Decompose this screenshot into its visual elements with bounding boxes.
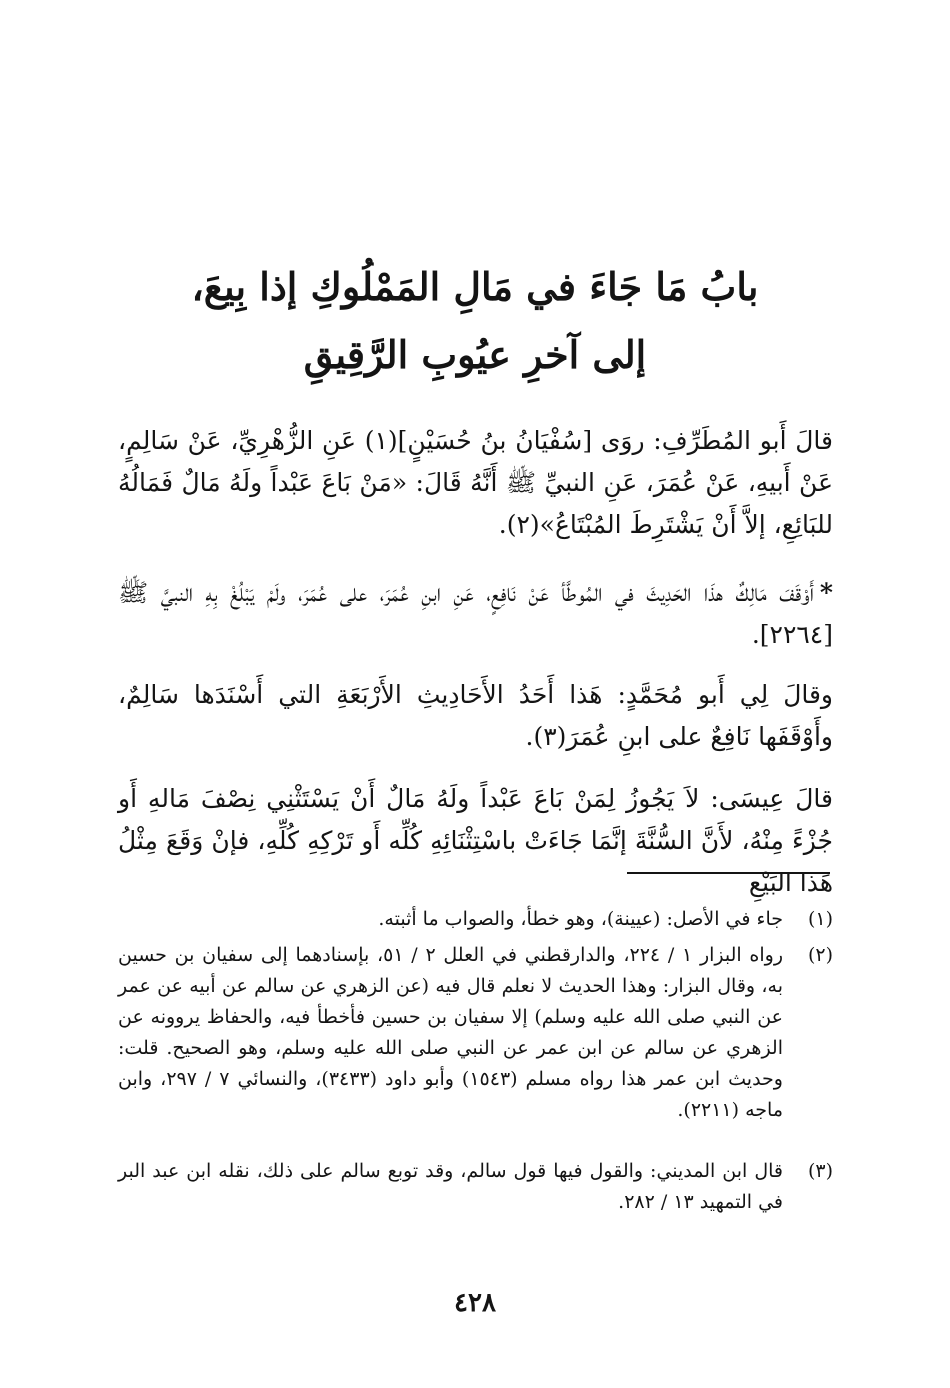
- body-paragraph-2: [118, 572, 833, 656]
- page-number: ٤٢٨: [454, 1288, 496, 1318]
- footnote-2: [118, 940, 833, 1126]
- footnote-text: رواه البزار ١ / ٢٢٤، والدارقطني في العلل ٢ / ٥١، بإسنادهما إلى سفيان بن حسين به، وقال البزار: وهذا الحديث لا نعلم قال فيه (عن الزهري عن سالم عن أبيه عن عمر عن النبي صلى الله عليه وسلم) إلا سفيان بن حسين فأخطأ فيه، والحفاظ يروونه عن الزهري عن سالم عن ابن عمر عن النبي صلى الله عليه وسلم، وهو الصحيح. قلت: وحديث ابن عمر هذا رواه مسلم (١٥٤٣) وأبو داود (٣٤٣٣)، والنسائي ٧ / ٢٩٧، وابن ماجه (٢٢١١).: [118, 944, 783, 1121]
- chapter-title-line-2: إلى آخرِ عيُوبِ الرَّقِيقِ: [303, 332, 647, 377]
- footnote-separator: [627, 872, 830, 874]
- footnote-number: (١): [807, 908, 833, 930]
- body-paragraph-4: [118, 778, 833, 904]
- body-paragraph-1: [118, 420, 833, 546]
- paragraph-text: قالَ أَبو المُطَرِّفِ: روَى [سُفْيَانُ بنُ حُسَيْنٍ](١) عَنِ الزُّهْرِيِّ، عَنْ سَالِمٍ، عَنْ أَبيهِ، عَنْ عُمَرَ، عَنِ النبيِّ ﷺ أَنَّهُ قَالَ: «مَنْ بَاعَ عَبْداً ولَهُ مَالٌ فَمَالُهُ للبَائِعِ، إلاَّ أَنْ يَشْتَرِطَ المُبْتَاعُ»(٢).: [118, 426, 833, 539]
- footnote-number: (٢): [807, 944, 833, 966]
- footnote-number: (٣): [807, 1160, 833, 1182]
- asterisk-marker: *: [819, 578, 833, 607]
- body-paragraph-3: [118, 674, 833, 758]
- footnote-text: قال ابن المديني: والقول فيها قول سالم، وقد توبع سالم على ذلك، نقله ابن عبد البر في التمهيد ١٣ / ٢٨٢.: [118, 1160, 783, 1213]
- paragraph-text: قالَ عِيسَى: لاَ يَجُوزُ لِمَنْ بَاعَ عَبْداً ولَهُ مَالٌ أَنْ يَسْتَثْنِي نِصْفَ مَالهِ أَو جُزْءً مِنْهُ، لأَنَّ السُّنَّةَ إنَّمَا جَاءَتْ باسْتِثْنَائِهِ كُلِّه أَو تَرْكِهِ كُلِّهِ، فإنْ وَقَعَ مِثْلُ هَذا البَيْعِ: [118, 784, 833, 897]
- chapter-title-line-1: بابُ مَا جَاءَ في مَالِ المَمْلُوكِ إذا بِيعَ،: [191, 264, 759, 309]
- footnote-3: [118, 1156, 833, 1218]
- paragraph-text: وقالَ لِي أَبو مُحَمَّدٍ: هَذا أَحَدُ الأَحَادِيثِ الأَرْبَعَةِ التي أَسْنَدَها سَالِمٌ، وأَوْقَفَها نَافِعٌ على ابنِ عُمَرَ(٣).: [118, 680, 833, 751]
- footnote-text: جاء في الأصل: (عيينة)، وهو خطأ، والصواب ما أثبته.: [378, 908, 783, 930]
- footnote-1: [118, 904, 833, 935]
- paragraph-text: أَوْقَفَ مَالِكٌ هذَا الحَدِيثَ في المُوطَّأ عَنْ نَافِعٍ، عَنِ ابنِ عُمَرَ، على عُمَرَ، ولَمْ يَبْلُغْ بِهِ النبيَّ ﷺ [٢٢٦٤].: [118, 578, 833, 649]
